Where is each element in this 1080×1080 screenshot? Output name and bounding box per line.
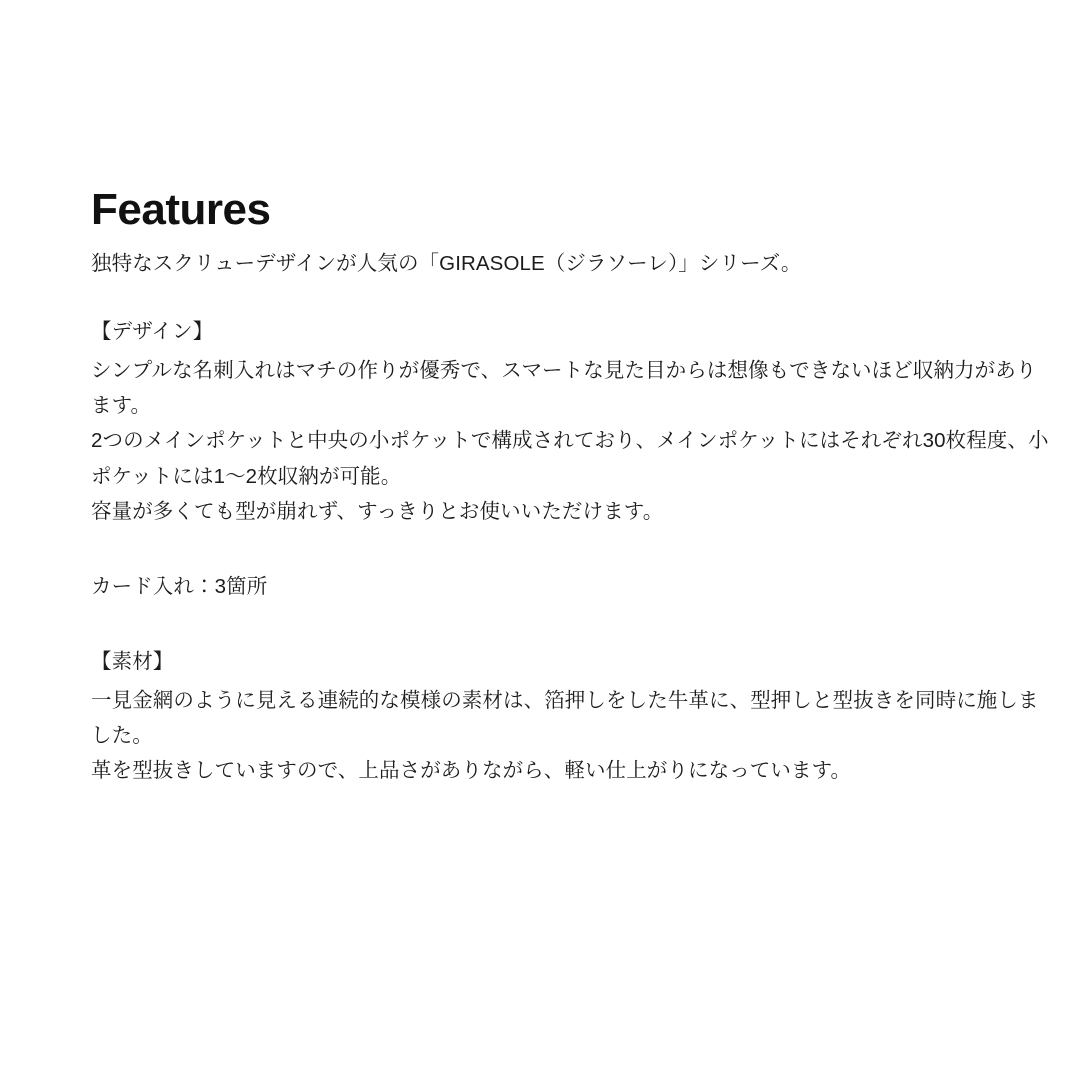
- section-spec: [91, 571, 1051, 604]
- section-design-paragraph-2: 2つのメインポケットと中央の小ポケットで構成されており、メインポケットにはそれぞれ30枚程度、小ポケットには1〜2枚収納が可能。: [91, 429, 1049, 488]
- section-material-paragraph-2: 革を型抜きしていますので、上品さがありながら、軽い仕上がりになっています。: [91, 759, 852, 783]
- spec-card-slots: カード入れ：3箇所: [91, 575, 268, 599]
- document-content: [91, 186, 1051, 789]
- section-material-paragraph-1: 一見金網のように見える連続的な模様の素材は、箔押しをした牛革に、型押しと型抜きを同時に施しました。: [91, 688, 1039, 748]
- section-material-heading: 【素材】: [91, 650, 174, 673]
- section-design-heading: 【デザイン】: [91, 320, 214, 344]
- lead-paragraph: 独特なスクリューデザインが人気の「GIRASOLE（ジラソーレ）」シリーズ。: [91, 252, 802, 276]
- section-material: [91, 646, 1051, 789]
- section-design: [91, 316, 1051, 529]
- section-design-paragraph-3: 容量が多くても型が崩れず、すっきりとお使いいただけます。: [91, 499, 664, 523]
- section-design-paragraph-1: シンプルな名刺入れはマチの作りが優秀で、スマートな見た目からは想像もできないほど収納力があります。: [91, 358, 1037, 418]
- page-title: Features: [91, 185, 271, 234]
